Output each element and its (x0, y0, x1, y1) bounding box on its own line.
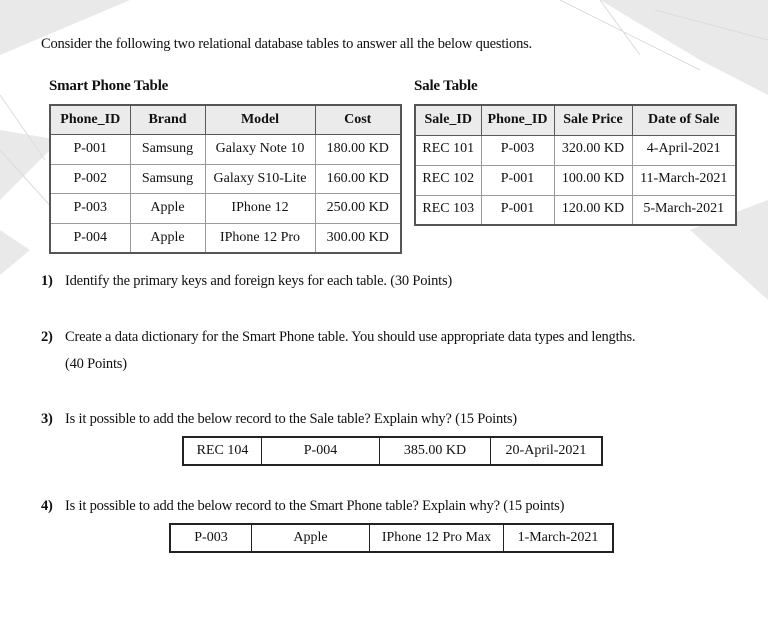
column-header: Sale_ID (415, 105, 481, 135)
table-cell: 300.00 KD (315, 223, 401, 253)
table-row (415, 135, 736, 165)
column-header: Brand (130, 105, 205, 135)
table-cell: Apple (130, 223, 205, 253)
column-header: Date of Sale (632, 105, 736, 135)
column-header: Cost (315, 105, 401, 135)
table-cell: 320.00 KD (554, 135, 632, 165)
table-cell: Apple (130, 194, 205, 224)
table-header-row (415, 105, 736, 135)
question-number: 4) (41, 498, 53, 514)
question-1 (41, 271, 452, 291)
table-cell: P-001 (50, 135, 130, 165)
sale-table-title: Sale Table (414, 78, 478, 94)
table-cell: 1-March-2021 (504, 524, 614, 552)
question-number: 2) (41, 329, 53, 345)
table-cell: P-003 (170, 524, 252, 552)
table-row (50, 164, 401, 194)
column-header: Model (205, 105, 315, 135)
question-2 (41, 327, 635, 374)
column-header: Sale Price (554, 105, 632, 135)
table-cell: REC 102 (415, 165, 481, 195)
question-number: 3) (41, 411, 53, 427)
intro-text: Consider the following two relational database tables to answer all the below questions. (41, 36, 532, 52)
table-cell: REC 103 (415, 195, 481, 225)
sale-record-table (182, 436, 603, 466)
table-cell: 20-April-2021 (491, 437, 603, 465)
table-cell: 4-April-2021 (632, 135, 736, 165)
smart-phone-table-title: Smart Phone Table (49, 78, 169, 94)
table-row (50, 223, 401, 253)
column-header: Phone_ID (50, 105, 130, 135)
table-row (415, 195, 736, 225)
table-header-row (50, 105, 401, 135)
question-text-continued: (40 Points) (65, 356, 127, 372)
table-row (170, 524, 613, 552)
table-row (50, 194, 401, 224)
phone-record-table (169, 523, 614, 553)
question-text: Create a data dictionary for the Smart Phone table. You should use appropriate data types and lengths. (65, 329, 636, 345)
table-cell: Galaxy S10-Lite (205, 164, 315, 194)
table-cell: Galaxy Note 10 (205, 135, 315, 165)
table-cell: REC 104 (183, 437, 262, 465)
question-text: Is it possible to add the below record to the Smart Phone table? Explain why? (15 points) (65, 498, 565, 514)
sale-table (414, 104, 737, 226)
table-cell: IPhone 12 Pro (205, 223, 315, 253)
table-cell: Samsung (130, 164, 205, 194)
table-cell: P-004 (262, 437, 380, 465)
table-cell: P-003 (50, 194, 130, 224)
table-cell: P-004 (50, 223, 130, 253)
smart-phone-table (49, 104, 402, 254)
question-number: 1) (41, 273, 53, 289)
table-cell: 180.00 KD (315, 135, 401, 165)
table-cell: 5-March-2021 (632, 195, 736, 225)
table-cell: 100.00 KD (554, 165, 632, 195)
question-text: Identify the primary keys and foreign keys for each table. (30 Points) (65, 273, 453, 289)
table-row (183, 437, 602, 465)
table-cell: Apple (252, 524, 370, 552)
table-cell: 385.00 KD (380, 437, 491, 465)
table-cell: 250.00 KD (315, 194, 401, 224)
table-cell: 120.00 KD (554, 195, 632, 225)
table-row (50, 135, 401, 165)
table-cell: REC 101 (415, 135, 481, 165)
question-4 (41, 496, 564, 516)
table-cell: P-003 (481, 135, 554, 165)
table-cell: P-002 (50, 164, 130, 194)
table-row (415, 165, 736, 195)
table-cell: IPhone 12 Pro Max (370, 524, 504, 552)
table-cell: P-001 (481, 165, 554, 195)
question-3 (41, 409, 517, 429)
question-text: Is it possible to add the below record to the Sale table? Explain why? (15 Points) (65, 411, 517, 427)
table-cell: P-001 (481, 195, 554, 225)
table-cell: Samsung (130, 135, 205, 165)
table-cell: 160.00 KD (315, 164, 401, 194)
column-header: Phone_ID (481, 105, 554, 135)
table-cell: 11-March-2021 (632, 165, 736, 195)
table-cell: IPhone 12 (205, 194, 315, 224)
